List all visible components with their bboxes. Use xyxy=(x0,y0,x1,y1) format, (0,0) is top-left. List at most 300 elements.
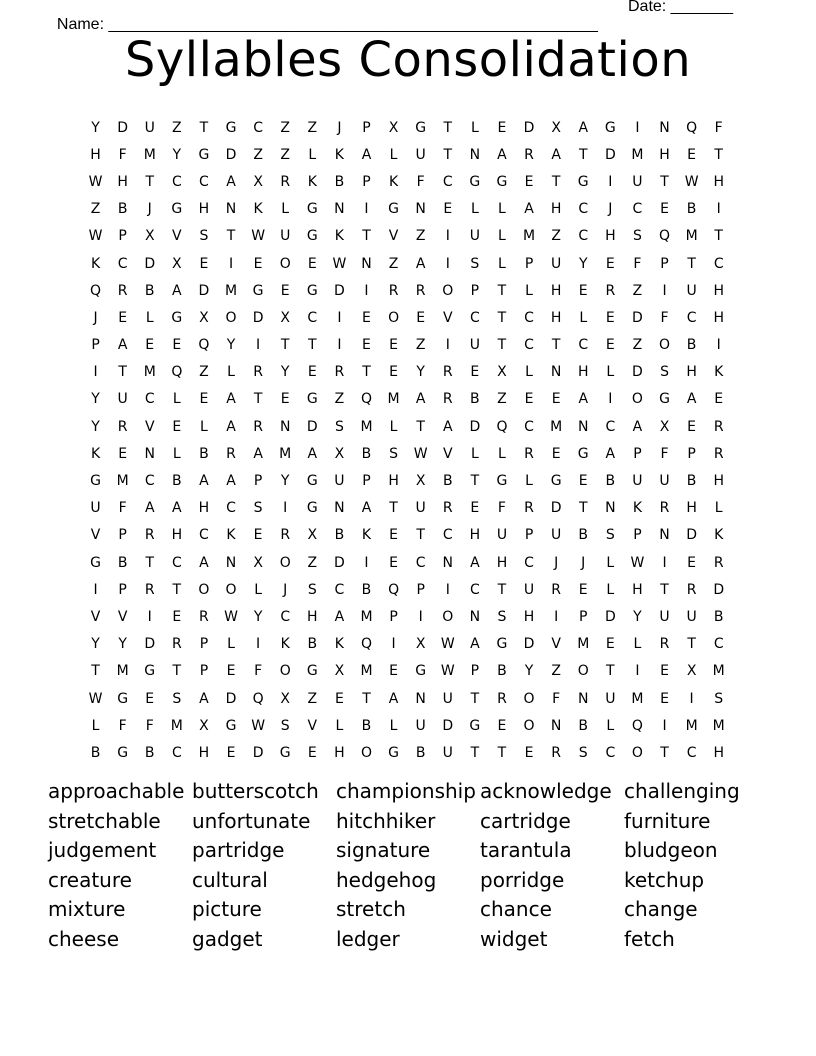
grid-letter: E xyxy=(524,391,534,408)
grid-letter: S xyxy=(389,445,399,462)
grid-letter: Y xyxy=(280,364,290,381)
grid-letter: V xyxy=(90,608,101,625)
grid-letter: L xyxy=(606,717,615,734)
grid-letter: H xyxy=(686,500,697,517)
grid-letter: H xyxy=(469,527,481,544)
word-list-item: furniture xyxy=(624,808,711,833)
grid-letter: Q xyxy=(496,418,508,435)
grid-letter: B xyxy=(605,473,616,490)
grid-letter: K xyxy=(388,173,399,190)
grid-letter: I xyxy=(283,500,288,517)
grid-letter: A xyxy=(442,418,453,435)
grid-letter: D xyxy=(252,309,264,326)
grid-letter: N xyxy=(442,554,453,571)
grid-letter: T xyxy=(660,581,669,598)
grid-letter: U xyxy=(551,255,562,272)
grid-letter: G xyxy=(306,282,318,299)
grid-letter: J xyxy=(337,119,342,136)
word-list-item: approachable xyxy=(48,779,185,803)
grid-letter: G xyxy=(90,554,101,571)
grid-letter: C xyxy=(605,418,616,435)
grid-letter: O xyxy=(442,282,454,299)
grid-letter: T xyxy=(362,228,371,245)
grid-letter: P xyxy=(199,663,209,680)
grid-letter: E xyxy=(443,201,453,218)
grid-letter: P xyxy=(362,173,371,190)
grid-letter: D xyxy=(550,500,562,517)
grid-letter: R xyxy=(280,527,291,544)
grid-letter: G xyxy=(469,173,481,190)
grid-letter: M xyxy=(712,717,725,734)
grid-letter: P xyxy=(633,445,642,462)
grid-letter: I xyxy=(418,608,423,625)
grid-letter: E xyxy=(118,445,128,462)
grid-letter: E xyxy=(145,337,155,354)
grid-letter: N xyxy=(415,201,426,218)
grid-letter: L xyxy=(254,581,263,598)
grid-letter: B xyxy=(578,717,589,734)
grid-letter: A xyxy=(361,500,372,517)
word-list-item: butterscotch xyxy=(192,779,319,803)
grid-letter: E xyxy=(551,445,561,462)
grid-letter: G xyxy=(171,201,183,218)
grid-letter: E xyxy=(172,337,182,354)
grid-letter: J xyxy=(283,581,288,598)
grid-letter: V xyxy=(144,418,155,435)
grid-letter: I xyxy=(608,391,613,408)
grid-letter: N xyxy=(334,201,345,218)
grid-letter: I xyxy=(364,554,369,571)
grid-letter: T xyxy=(443,119,453,136)
grid-letter: R xyxy=(551,744,561,761)
grid-letter: C xyxy=(578,201,589,218)
grid-letter: E xyxy=(307,364,317,381)
word-list-item: hitchhiker xyxy=(336,808,436,833)
grid-letter: B xyxy=(90,744,101,761)
grid-letter: I xyxy=(716,337,721,354)
grid-letter: U xyxy=(280,228,291,245)
grid-letter: Y xyxy=(578,255,588,272)
grid-letter: C xyxy=(686,744,697,761)
grid-letter: T xyxy=(118,364,127,381)
grid-letter: Q xyxy=(171,364,183,381)
grid-letter: J xyxy=(554,554,559,571)
grid-letter: C xyxy=(226,500,236,517)
grid-letter: U xyxy=(469,228,480,245)
grid-letter: E xyxy=(497,119,507,136)
grid-letter: I xyxy=(635,119,640,136)
grid-letter: A xyxy=(632,418,643,435)
word-list xyxy=(48,779,768,957)
grid-letter: L xyxy=(389,717,398,734)
grid-letter: B xyxy=(686,337,697,354)
grid-letter: P xyxy=(660,255,669,272)
grid-letter: M xyxy=(631,690,644,707)
grid-letter: E xyxy=(389,663,398,680)
grid-letter: L xyxy=(145,309,154,326)
grid-letter: K xyxy=(361,527,372,544)
grid-letter: R xyxy=(524,146,534,163)
grid-letter: U xyxy=(632,173,643,190)
grid-letter: I xyxy=(228,255,234,272)
grid-letter: I xyxy=(445,255,450,272)
grid-letter: I xyxy=(445,581,450,598)
grid-letter: F xyxy=(633,255,642,272)
grid-letter: P xyxy=(633,527,642,544)
grid-letter: G xyxy=(306,473,318,490)
grid-letter: K xyxy=(714,364,724,381)
grid-letter: H xyxy=(605,228,616,245)
grid-letter: O xyxy=(198,581,210,598)
grid-letter: T xyxy=(172,663,182,680)
grid-letter: T xyxy=(253,391,263,408)
grid-letter: H xyxy=(713,473,724,490)
grid-letter: D xyxy=(632,364,643,381)
grid-letter: Q xyxy=(631,717,643,734)
grid-letter: F xyxy=(497,500,506,517)
grid-letter: N xyxy=(415,690,426,707)
grid-letter: Y xyxy=(91,391,100,408)
grid-letter: A xyxy=(226,391,236,408)
grid-letter: C xyxy=(442,173,453,190)
grid-letter: U xyxy=(551,527,562,544)
grid-letter: K xyxy=(334,636,344,653)
grid-letter: C xyxy=(578,337,589,354)
grid-letter: E xyxy=(605,255,615,272)
grid-letter: M xyxy=(360,418,373,435)
grid-letter: G xyxy=(252,282,264,299)
word-list-item: stretch xyxy=(336,897,406,922)
grid-letter: M xyxy=(116,473,129,490)
grid-letter: S xyxy=(714,690,724,707)
grid-letter: E xyxy=(687,418,697,435)
grid-letter: F xyxy=(118,146,127,163)
grid-letter: L xyxy=(227,636,235,653)
grid-letter: C xyxy=(199,527,209,544)
grid-letter: I xyxy=(337,337,342,354)
grid-letter: B xyxy=(686,473,697,490)
grid-letter: X xyxy=(280,309,290,326)
word-list-item: bludgeon xyxy=(624,838,718,863)
grid-letter: D xyxy=(144,636,156,653)
grid-letter: W xyxy=(88,690,103,707)
grid-letter: L xyxy=(227,364,235,381)
grid-letter: H xyxy=(496,554,508,571)
grid-letter: N xyxy=(469,608,481,625)
grid-letter: K xyxy=(334,146,344,163)
grid-letter: A xyxy=(388,690,399,707)
grid-letter: P xyxy=(470,663,480,680)
grid-letter: X xyxy=(388,119,399,136)
grid-letter: H xyxy=(90,146,101,163)
word-list-item: gadget xyxy=(192,926,263,951)
grid-letter: D xyxy=(225,690,237,707)
grid-letter: U xyxy=(523,581,535,598)
grid-letter: R xyxy=(605,282,616,299)
grid-letter: A xyxy=(334,608,345,625)
grid-letter: T xyxy=(470,744,480,761)
grid-letter: I xyxy=(391,636,396,653)
grid-letter: N xyxy=(144,445,155,462)
grid-letter: T xyxy=(551,173,561,190)
grid-letter: Q xyxy=(388,581,400,598)
grid-letter: N xyxy=(225,554,237,571)
grid-letter: N xyxy=(577,690,589,707)
grid-letter: N xyxy=(225,201,237,218)
grid-letter: E xyxy=(199,391,209,408)
grid-letter: S xyxy=(334,418,344,435)
grid-letter: I xyxy=(662,282,667,299)
word-list-item: creature xyxy=(48,867,132,892)
grid-letter: Z xyxy=(307,554,318,571)
word-list-item: signature xyxy=(336,838,431,863)
word-list-item: tarantula xyxy=(480,838,572,863)
grid-letter: K xyxy=(280,636,290,653)
grid-letter: E xyxy=(578,282,588,299)
grid-letter: E xyxy=(416,309,426,326)
grid-letter: H xyxy=(198,500,210,517)
grid-letter: M xyxy=(685,228,698,245)
grid-letter: V xyxy=(117,608,128,625)
grid-letter: D xyxy=(117,119,129,136)
grid-letter: C xyxy=(578,228,589,245)
grid-letter: A xyxy=(415,255,426,272)
grid-letter: E xyxy=(253,255,263,272)
grid-letter: L xyxy=(470,201,479,218)
grid-letter: U xyxy=(415,717,426,734)
grid-letter: Q xyxy=(360,636,372,653)
grid-letter: G xyxy=(496,173,508,190)
grid-letter: H xyxy=(550,309,562,326)
grid-letter: P xyxy=(524,255,534,272)
grid-letter: R xyxy=(226,445,236,462)
grid-letter: S xyxy=(253,500,263,517)
grid-letter: X xyxy=(686,663,697,680)
grid-letter: E xyxy=(199,255,209,272)
grid-letter: Q xyxy=(686,119,698,136)
grid-letter: R xyxy=(551,581,561,598)
grid-letter: A xyxy=(253,445,263,462)
grid-letter: T xyxy=(606,663,615,680)
grid-letter: L xyxy=(335,717,344,734)
grid-letter: R xyxy=(117,282,128,299)
grid-letter: Z xyxy=(388,255,399,272)
grid-letter: B xyxy=(334,527,345,544)
grid-letter: E xyxy=(687,554,697,571)
grid-letter: A xyxy=(226,473,236,490)
grid-letter: T xyxy=(362,690,371,707)
grid-letter: G xyxy=(117,690,129,707)
grid-letter: G xyxy=(171,309,183,326)
grid-letter: L xyxy=(606,581,615,598)
grid-letter: N xyxy=(659,119,670,136)
grid-letter: T xyxy=(145,173,155,190)
grid-letter: G xyxy=(90,473,101,490)
grid-letter: E xyxy=(389,337,398,354)
grid-letter: B xyxy=(117,201,128,218)
grid-letter: L xyxy=(498,255,506,272)
grid-letter: Z xyxy=(551,663,561,680)
grid-letter: I xyxy=(635,663,640,680)
grid-letter: C xyxy=(605,744,616,761)
grid-letter: Q xyxy=(252,690,264,707)
grid-letter: C xyxy=(307,309,318,326)
grid-letter: H xyxy=(713,309,724,326)
grid-letter: O xyxy=(631,744,643,761)
grid-letter: C xyxy=(117,255,128,272)
grid-letter: C xyxy=(171,173,182,190)
grid-letter: H xyxy=(117,173,128,190)
grid-letter: J xyxy=(581,554,586,571)
grid-letter: T xyxy=(660,173,669,190)
grid-letter: E xyxy=(524,744,534,761)
grid-letter: X xyxy=(659,418,670,435)
grid-letter: E xyxy=(660,201,669,218)
grid-letter: L xyxy=(498,228,506,245)
grid-letter: G xyxy=(604,119,616,136)
grid-letter: I xyxy=(364,282,369,299)
grid-letter: J xyxy=(608,201,613,218)
grid-letter: U xyxy=(415,500,426,517)
grid-letter: A xyxy=(551,146,561,163)
grid-letter: H xyxy=(550,201,562,218)
grid-letter: E xyxy=(334,690,344,707)
grid-letter: F xyxy=(254,663,263,680)
grid-letter: L xyxy=(498,201,506,218)
grid-letter: T xyxy=(551,337,561,354)
grid-letter: T xyxy=(443,146,453,163)
grid-letter: E xyxy=(145,690,155,707)
grid-letter: L xyxy=(308,146,317,163)
grid-letter: P xyxy=(416,581,425,598)
letter-grid xyxy=(82,114,732,767)
grid-letter: R xyxy=(442,500,453,517)
grid-letter: L xyxy=(91,717,100,734)
grid-letter: I xyxy=(554,608,559,625)
grid-letter: A xyxy=(144,500,155,517)
grid-letter: B xyxy=(172,473,182,490)
grid-letter: A xyxy=(578,391,589,408)
grid-letter: T xyxy=(578,146,588,163)
grid-letter: A xyxy=(415,391,426,408)
grid-letter: X xyxy=(415,473,426,490)
grid-letter: X xyxy=(307,527,318,544)
grid-letter: H xyxy=(713,173,724,190)
grid-letter: H xyxy=(198,201,210,218)
grid-letter: E xyxy=(307,744,317,761)
grid-letter: Z xyxy=(90,201,101,218)
grid-letter: R xyxy=(713,418,724,435)
grid-letter: P xyxy=(524,527,534,544)
grid-letter: U xyxy=(415,146,426,163)
grid-letter: B xyxy=(497,663,507,680)
grid-letter: O xyxy=(659,337,671,354)
grid-letter: Y xyxy=(524,663,534,680)
word-list-item: challenging xyxy=(624,779,740,803)
name-field-label: Name: _______________________________________________________ xyxy=(56,16,598,33)
grid-letter: C xyxy=(144,391,155,408)
grid-letter: H xyxy=(577,364,589,381)
grid-letter: E xyxy=(362,337,371,354)
grid-letter: R xyxy=(171,636,182,653)
grid-letter: W xyxy=(440,663,455,680)
grid-letter: R xyxy=(388,282,399,299)
grid-letter: W xyxy=(630,554,645,571)
grid-letter: U xyxy=(686,282,697,299)
grid-letter: B xyxy=(334,173,345,190)
grid-letter: L xyxy=(633,636,642,653)
grid-letter: X xyxy=(253,173,263,190)
grid-letter: U xyxy=(469,337,480,354)
grid-letter: O xyxy=(360,744,372,761)
word-list-item: acknowledge xyxy=(480,779,612,803)
grid-letter: Z xyxy=(334,391,345,408)
page-title: Syllables Consolidation xyxy=(124,32,692,88)
grid-letter: R xyxy=(253,418,263,435)
grid-letter: B xyxy=(442,473,453,490)
grid-letter: G xyxy=(279,744,291,761)
grid-letter: E xyxy=(605,309,615,326)
grid-letter: O xyxy=(631,391,643,408)
word-list-item: championship xyxy=(336,779,476,803)
grid-letter: L xyxy=(606,554,615,571)
grid-letter: T xyxy=(308,337,317,354)
grid-letter: L xyxy=(200,418,208,435)
grid-letter: C xyxy=(415,554,426,571)
grid-letter: G xyxy=(306,663,318,680)
grid-letter: S xyxy=(307,581,317,598)
grid-letter: H xyxy=(171,527,183,544)
grid-letter: T xyxy=(172,581,182,598)
grid-letter: P xyxy=(118,581,127,598)
grid-letter: R xyxy=(415,282,426,299)
grid-letter: B xyxy=(307,636,318,653)
grid-letter: K xyxy=(714,527,724,544)
grid-letter: R xyxy=(442,364,453,381)
grid-letter: T xyxy=(714,146,723,163)
grid-letter: M xyxy=(523,228,536,245)
grid-letter: P xyxy=(118,228,127,245)
grid-letter: M xyxy=(685,717,698,734)
grid-letter: D xyxy=(198,282,210,299)
grid-letter: K xyxy=(334,228,344,245)
grid-letter: H xyxy=(523,608,535,625)
grid-letter: L xyxy=(389,146,398,163)
grid-letter: F xyxy=(714,119,723,136)
grid-letter: P xyxy=(362,473,371,490)
grid-letter: G xyxy=(306,228,318,245)
grid-letter: G xyxy=(198,146,210,163)
grid-letter: A xyxy=(686,391,697,408)
grid-letter: B xyxy=(470,391,480,408)
grid-letter: N xyxy=(469,146,481,163)
grid-letter: X xyxy=(497,364,507,381)
grid-letter: B xyxy=(144,744,155,761)
grid-letter: H xyxy=(659,146,670,163)
grid-letter: A xyxy=(497,146,507,163)
grid-letter: G xyxy=(496,473,508,490)
grid-letter: N xyxy=(334,500,345,517)
grid-letter: F xyxy=(416,173,425,190)
word-list-item: widget xyxy=(480,926,548,951)
grid-letter: O xyxy=(442,608,454,625)
word-list-item: chance xyxy=(480,897,552,922)
grid-letter: T xyxy=(470,690,480,707)
grid-letter: Y xyxy=(226,337,236,354)
word-list-item: hedgehog xyxy=(336,867,437,892)
grid-letter: U xyxy=(442,690,453,707)
grid-letter: T xyxy=(497,309,507,326)
